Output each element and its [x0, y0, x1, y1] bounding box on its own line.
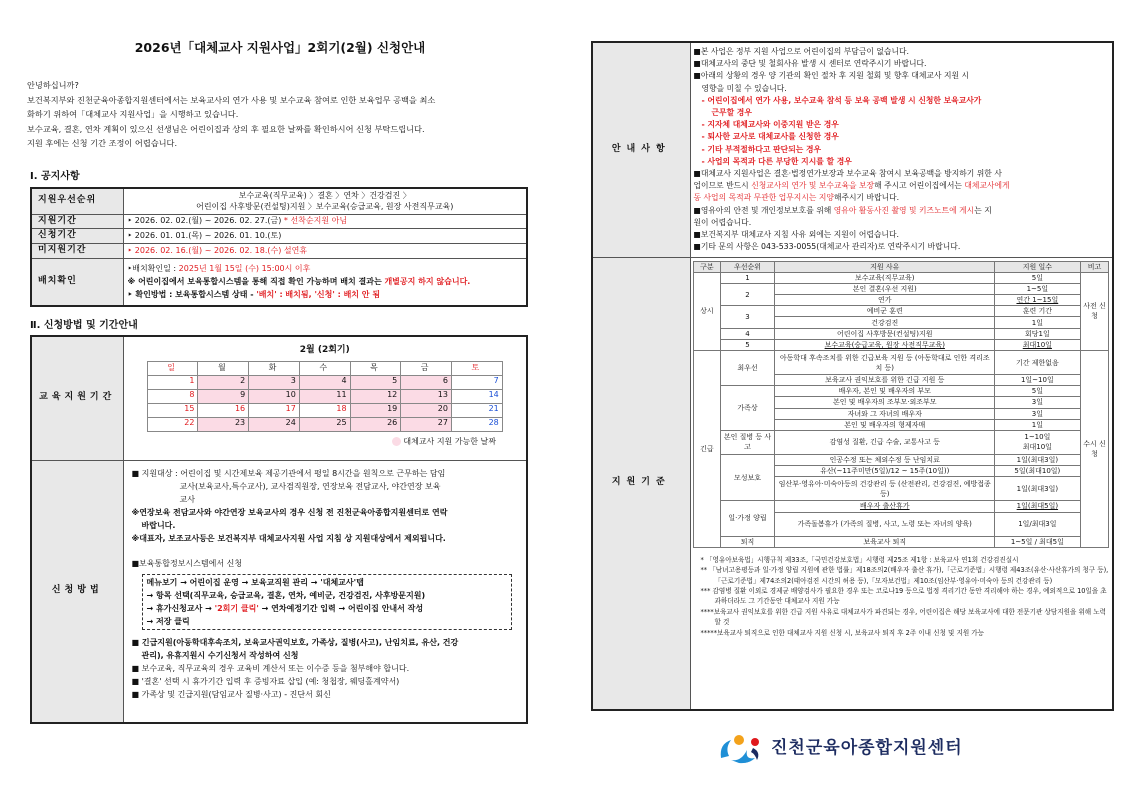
reason: 보육교사 퇴직	[775, 536, 995, 547]
confirm-method-red: '배치' : 배치됨, '신청' : 배치 안 됨	[256, 290, 381, 300]
reason: 보수교육(승급교육, 원장 사전직무교육)	[775, 339, 995, 350]
guide-red: 대체교사에게	[964, 181, 1010, 191]
system-line: ■보육통합정보시스템에서 신청	[131, 558, 243, 568]
unassigned-label: 미지원기간	[31, 243, 123, 258]
priority: 1	[720, 272, 775, 283]
calendar-week	[147, 389, 502, 403]
calendar-date: 15	[147, 403, 198, 417]
bullet-line: 관리), 유휴지원시 수기신청서 작성하여 신청	[141, 650, 299, 660]
criteria-content	[690, 257, 1113, 710]
days: 5일(최대10일)	[995, 466, 1081, 477]
calendar-date: 21	[451, 403, 502, 417]
calendar-date: 16	[198, 403, 249, 417]
calendar-date: 1	[147, 375, 198, 389]
days: 5일	[995, 386, 1081, 397]
calendar-legend	[124, 437, 497, 447]
calendar-week	[147, 403, 502, 417]
target-line: 교사(보육교사,특수교사), 교사겸직원장, 연장보육 전담교사, 야간연장 보육	[179, 481, 441, 491]
bullet-line: ■ 보수교육, 직무교육의 경우 교육비 계산서 또는 이수증 등을 첨부해야 합니다.	[131, 663, 410, 673]
page-title: 2026년「대체교사 지원사업」2회기(2월) 신청안내	[134, 40, 426, 55]
days: 1일(최대3일)	[995, 477, 1081, 501]
guide-reason: - 어린이집에서 연가 사용, 보수교육 참석 등 보육 공백 발생 시 신청한 보육교사가	[701, 95, 982, 105]
guide-text: 는 지	[974, 205, 992, 215]
calendar-label: 교육지원기간	[31, 336, 123, 460]
calendar-day-header: 금	[401, 361, 452, 375]
reason: 인공수정 또는 체외수정 등 난임치료	[775, 454, 995, 465]
footnote: * 「영유아보육법」시행규칙 제33조,「국민건강보호법」시행령 제25조 제1항 : 보육교사 연1회 건강검진실시	[700, 555, 1019, 564]
step-text: → 연차예정기간 입력 → 어린이집 안내서 작성	[261, 603, 424, 613]
calendar-date: 24	[249, 417, 300, 431]
calendar-date: 6	[401, 375, 452, 389]
confirm-value	[123, 258, 527, 306]
calendar-cell	[123, 336, 527, 460]
confirm-note-text: ※ 어린이집에서 보육통합시스템을 통해 직접 확인 가능하며 배치 결과는	[127, 277, 385, 287]
calendar-date: 23	[198, 417, 249, 431]
step-line: → 저장 클릭	[146, 616, 190, 626]
footnote: *****보육교사 퇴직으로 인한 대체교사 지원 신청 시, 보육교사 퇴직 후 2주 이내 신청 및 지원 가능	[700, 628, 985, 637]
confirm-date-value: 2025년 1월 15일 (수) 15:00시 이후	[178, 264, 311, 274]
priority-label: 지원우선순위	[31, 188, 123, 214]
guide-red: 영유아 활동사진 촬영 및 키즈노트에 게시	[833, 205, 975, 215]
notice-table	[30, 187, 528, 307]
apply-period-label: 신청기간	[31, 229, 123, 244]
section-heading-method: Ⅱ. 신청방법 및 기간안내	[30, 320, 138, 331]
reason: 연가	[775, 295, 995, 306]
note-line: 바랍니다.	[141, 520, 176, 530]
col-header: 지원 사유	[775, 261, 995, 272]
calendar-date: 27	[401, 417, 452, 431]
guide-reason: - 퇴사한 교사로 대체교사를 신청한 경우	[701, 132, 839, 142]
legend-dot-icon	[392, 437, 401, 446]
guide-line: ■대체교사의 중단 및 철회사유 발생 시 센터로 연락주시기 바랍니다.	[693, 59, 927, 69]
col-header: 지원 일수	[995, 261, 1081, 272]
intro-line: 안녕하십니까?	[27, 80, 79, 90]
reason: 보수교육(직무교육)	[775, 272, 995, 283]
guide-reason: - 지자체 대체교사와 이중지원 받은 경우	[701, 120, 839, 130]
days: 회당1일	[995, 328, 1081, 339]
criteria-label: 지원기준	[592, 257, 690, 710]
guide-line: ■아래의 상황의 경우 양 기관의 확인 절차 후 지원 철회 및 향후 대체교사 지원 시	[693, 71, 970, 81]
calendar-date: 2	[198, 375, 249, 389]
guide-line: ■본 사업은 정부 지원 사업으로 어린이집의 부담금이 없습니다.	[693, 47, 909, 57]
days: 최대10일	[995, 339, 1081, 350]
reason: 본인 및 배우자의 형제자매	[775, 419, 995, 430]
days: 3일	[995, 397, 1081, 408]
guide-reason: - 사업의 목적과 다른 부당한 지시를 할 경우	[701, 156, 852, 166]
priority: 3	[720, 306, 775, 328]
days: 기간 제한없음	[995, 351, 1081, 375]
priority: 4	[720, 328, 775, 339]
reason: 배우자, 본인 및 배우자의 부모	[775, 386, 995, 397]
method-label: 신청방법	[31, 460, 123, 723]
priority: 모성보호	[720, 454, 775, 500]
intro-text	[27, 78, 537, 151]
priority: 최우선	[720, 351, 775, 386]
calendar-date: 14	[451, 389, 502, 403]
intro-line: 보건복지부와 진천군육아종합지원센터에서는 보육교사의 연가 사용 및 보수교육 참여로 인한 보육업무 공백을 최소	[27, 94, 436, 105]
priority: 5	[720, 339, 775, 350]
guide-reason: 근무할 경우	[711, 108, 752, 118]
days: 1~5일 / 최대5일	[995, 536, 1081, 547]
guide-line: ■대체교사 지원사업은 결혼·법정연가보장과 보수교육 참여시 보육공백을 방지하기 위한 사	[693, 169, 1002, 179]
priority: 가족상	[720, 386, 775, 431]
reason: 임산부·영유아·미숙아등의 건강관리 등 (산전관리, 건강검진, 예방접종 등)	[775, 477, 995, 501]
unassigned-value: ‣ 2026. 02. 16.(월) ~ 2026. 02. 18.(수) 설연휴	[123, 243, 527, 258]
calendar-date: 12	[350, 389, 401, 403]
confirm-method-text: ‣ 확인방법 : 보육통합시스템 상태 -	[127, 290, 257, 300]
days	[995, 430, 1081, 454]
calendar-date: 5	[350, 375, 401, 389]
reason: 어린이집 사후방문(컨설팅)지원	[775, 328, 995, 339]
guide-text: 해주시기 바랍니다.	[833, 193, 900, 203]
calendar-date: 28	[451, 417, 502, 431]
calendar-date: 13	[401, 389, 452, 403]
section-heading-notice: Ⅰ. 공지사항	[30, 171, 80, 182]
apply-period-value: ‣ 2026. 01. 01.(목) ~ 2026. 01. 10.(토)	[123, 229, 527, 244]
calendar-date: 7	[451, 375, 502, 389]
calendar-week	[147, 375, 502, 389]
guide-content	[690, 42, 1113, 257]
center-logo-icon	[715, 732, 765, 764]
calendar-day-header: 월	[198, 361, 249, 375]
method-content	[123, 460, 527, 723]
intro-line: 보수교육, 결혼, 연차 계획이 있으신 선생님은 어린이집과 상의 후 필요한 날짜를 확인하시어 신청 부탁드립니다.	[27, 123, 425, 134]
guide-line	[694, 180, 1110, 192]
center-logo-text: 진천군육아종합지원센터	[771, 737, 963, 758]
step-text: → 휴가신청교사 →	[146, 603, 212, 613]
confirm-date	[128, 262, 523, 275]
category-urgent: 긴급	[694, 351, 720, 548]
calendar	[147, 361, 503, 432]
step-line	[147, 602, 508, 615]
legend-text: 대체교사 지원 가능한 날짜	[403, 436, 496, 446]
col-header: 구분	[694, 261, 720, 272]
note-line: ※대표자, 보조교사등은 보건복지부 대체교사지원 사업 지침 상 지원대상에서 제외됩니다.	[131, 533, 446, 543]
calendar-caption: 2월 (2회기)	[299, 345, 350, 355]
guide-line: 영향을 미칠 수 있습니다.	[701, 83, 787, 93]
days: 3일	[995, 408, 1081, 419]
calendar-date: 22	[147, 417, 198, 431]
footnote: ** 「남녀고용평등과 일·가정 양립 지원에 관한 법률」제18조의2(배우자 출산 휴가),「근로기준법」시행령 제43조(유산·사산휴가의 청구 등),「근로기준법」제74조의2(태아검진 시간의 허용 등),「모자보건법」제10조(임산부·영유아·미숙아 등의 건강관리 등)	[700, 566, 1109, 585]
center-logo	[715, 731, 963, 765]
days: 5일	[995, 272, 1081, 283]
calendar-date: 20	[401, 403, 452, 417]
days: 1일(최대3일)	[995, 454, 1081, 465]
steps-box	[142, 574, 513, 630]
priority: 본인 질병 등 사고	[720, 430, 775, 454]
target-line: ■ 지원대상 : 어린이집 및 시간제보육 제공기관에서 평일 8시간을 원칙으로 근무하는 담임	[131, 468, 446, 478]
category-regular: 상시	[694, 272, 720, 350]
step-line: 메뉴보기 → 어린이집 운영 → 보육교직원 관리 → '대체교사'탭	[146, 577, 364, 587]
note-line: ※연장보육 전담교사와 야간연장 보육교사의 경우 신청 전 진천군육아종합지원센터로 연락	[131, 507, 448, 517]
confirm-note-red: 개별공지 하지 않습니다.	[384, 277, 471, 287]
guide-line: ■보건복지부 대체교사 지침 사유 외에는 지원이 어렵습니다.	[693, 230, 899, 240]
step-red: '2회기 클릭'	[214, 603, 259, 613]
calendar-date: 9	[198, 389, 249, 403]
period-note: * 선착순지원 아님	[283, 216, 348, 226]
days: 훈련 기간	[995, 306, 1081, 317]
priority: 퇴직	[720, 536, 775, 547]
reason: 배우자 출산휴가	[775, 501, 995, 512]
guide-label: 안내사항	[592, 42, 690, 257]
priority-value	[123, 188, 527, 214]
confirm-method	[128, 288, 523, 301]
footnote: ****보육교사 권익보호를 위한 긴급 지원 사유로 대체교사가 파견되는 경우, 어린이집은 해당 보육교사에 대한 전문기관 상담지원을 위해 노력할 것	[700, 607, 1107, 627]
col-header: 비고	[1080, 261, 1109, 272]
method-table	[30, 335, 528, 724]
calendar-week	[147, 417, 502, 431]
guide-red: 신청교사의 연가 및 보수교육을 보장	[751, 181, 875, 191]
priority: 2	[720, 283, 775, 305]
calendar-date: 3	[249, 375, 300, 389]
days: 1~5일	[995, 283, 1081, 294]
calendar-day-header: 목	[350, 361, 401, 375]
days: 1일(최대5일)	[995, 501, 1081, 512]
guide-red: 동 사업의 목적과 무관한 업무지시는 지양	[693, 193, 834, 203]
days: 1일	[995, 317, 1081, 328]
intro-line: 화하기 위하여「대체교사 지원사업」을 시행하고 있습니다.	[27, 109, 239, 119]
footnote: *** 감염병 질환 이외로 경제균 배양검사가 필요한 경우 또는 코로나19 등으로 법정 격리기간 동안 격리해야 하는 경우, 예외적으로 10일을 초과하더라도 그 기간동안 대체교사 지원 가능	[700, 586, 1107, 606]
calendar-day-header: 수	[299, 361, 350, 375]
reason: 감염성 질환, 긴급 수술, 교통사고 등	[775, 430, 995, 454]
criteria-table	[693, 261, 1109, 548]
target-line: 교사	[179, 494, 195, 504]
guide-line	[694, 205, 1110, 217]
period-value	[123, 214, 527, 229]
bullet-line: ■ '결혼' 선택 시 휴가기간 입력 후 증빙자료 삽입 (예: 청첩장, 웨딩홀계약서)	[131, 676, 400, 686]
reason: 건강검진	[775, 317, 995, 328]
reason: 가족돌봄휴가 (가족의 질병, 사고, 노령 또는 자녀의 양육)	[775, 512, 995, 536]
priority-line: 어린이집 사후방문(컨설팅)지원 〉보수교육(승급교육, 원장 사전직무교육)	[196, 202, 454, 212]
calendar-date: 17	[249, 403, 300, 417]
days: 1일~10일	[995, 375, 1081, 386]
calendar-day-header: 일	[147, 361, 198, 375]
guide-text: 업이므로 반드시	[693, 181, 752, 191]
reason: 본인 결혼(우선 지원)	[775, 283, 995, 294]
calendar-day-header: 토	[451, 361, 502, 375]
guide-reason: - 기타 부적절하다고 판단되는 경우	[701, 144, 822, 154]
col-header: 우선순위	[720, 261, 775, 272]
days: 연간 1~15일	[995, 295, 1081, 306]
reason: 보육교사 권익보호를 위한 긴급 지원 등	[775, 375, 995, 386]
calendar-date: 8	[147, 389, 198, 403]
reason: 본인 및 배우자의 조부모·외조부모	[775, 397, 995, 408]
bullet-line: ■ 긴급지원(아동학대후속조치, 보육교사권익보호, 가족상, 질병(사고), 난임치료, 유산, 건강	[131, 637, 459, 647]
calendar-date: 11	[299, 389, 350, 403]
days-line: 1~10일	[1024, 433, 1051, 442]
confirm-label: 배치확인	[31, 258, 123, 306]
guide-line: ■기타 문의 사항은 043-533-0055(대체교사 관리자)로 연락주시기 바랍니다.	[693, 242, 961, 252]
period-dates: ‣ 2026. 02. 02.(월) ~ 2026. 02. 27.(금)	[127, 216, 282, 226]
footnotes	[691, 548, 1113, 638]
note-urgent: 수시 신청	[1080, 351, 1109, 548]
confirm-note	[128, 275, 523, 288]
guide-table	[591, 41, 1114, 711]
days: 1일	[995, 419, 1081, 430]
reason: 유산(~11주미만(5일)/12 ~ 15주(10일))	[775, 466, 995, 477]
days-line: 최대10일	[1022, 443, 1052, 452]
days: 1일/최대3일	[995, 512, 1081, 536]
guide-line	[694, 192, 1110, 204]
confirm-date-label: ‣배치확인일 :	[127, 264, 179, 274]
intro-line: 지원 후에는 신청 기간 조정이 어렵습니다.	[27, 138, 178, 148]
period-label: 지원기간	[31, 214, 123, 229]
calendar-date: 10	[249, 389, 300, 403]
guide-text: 해 주시고 어린이집에서는	[874, 181, 965, 191]
step-line: → 항목 선택(직무교육, 승급교육, 결혼, 연차, 예비군, 건강검진, 사후방문지원)	[146, 590, 426, 600]
calendar-date: 19	[350, 403, 401, 417]
calendar-date: 4	[299, 375, 350, 389]
calendar-date: 18	[299, 403, 350, 417]
priority-line: 보수교육(직무교육) 〉결혼 〉연차 〉건강검진 〉	[238, 191, 411, 201]
calendar-date: 25	[299, 417, 350, 431]
calendar-date: 26	[350, 417, 401, 431]
calendar-day-header: 화	[249, 361, 300, 375]
reason: 아동학대 후속조치를 위한 긴급보육 지원 등 (아동학대로 인한 격리조치 등)	[775, 351, 995, 375]
note-regular: 사전 신청	[1080, 272, 1109, 350]
guide-text: ■영유아의 안전 및 개인정보보호를 위해	[693, 205, 834, 215]
priority: 일·가정 양립	[720, 501, 775, 536]
reason: 자녀와 그 자녀의 배우자	[775, 408, 995, 419]
bullet-line: ■ 가족상 및 긴급지원(담임교사 질병·사고) - 진단서 회신	[131, 689, 331, 699]
guide-line: 원이 어렵습니다.	[693, 217, 752, 227]
reason: 예비군 훈련	[775, 306, 995, 317]
